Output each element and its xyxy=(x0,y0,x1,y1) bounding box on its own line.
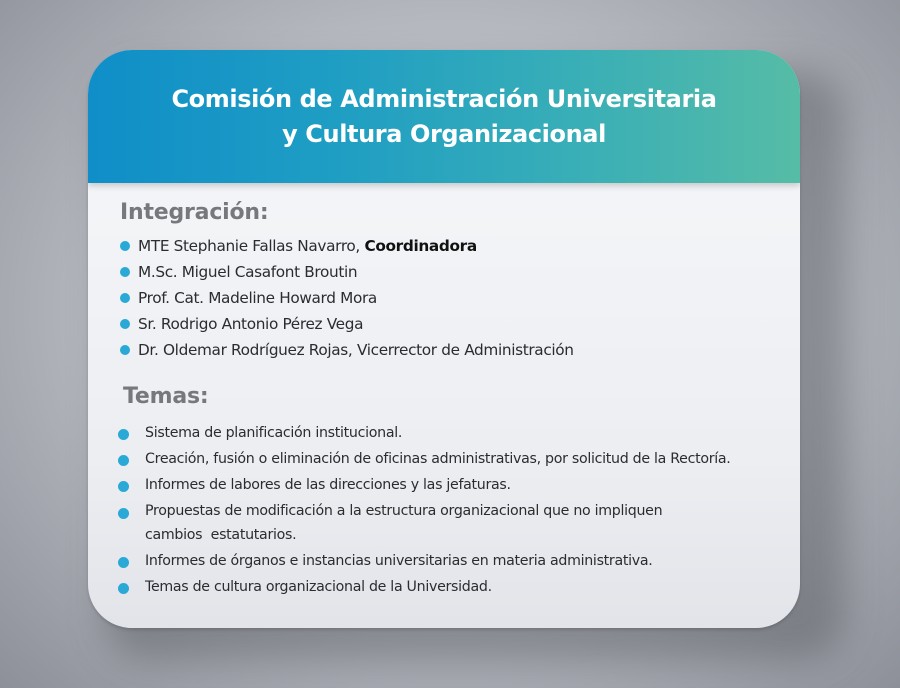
topic-text: Informes de labores de las direcciones y las jefaturas. xyxy=(145,477,511,493)
integracion-heading: Integración: xyxy=(120,200,269,225)
topic-text: Temas de cultura organizacional de la Universidad. xyxy=(145,579,492,595)
temas-heading: Temas: xyxy=(123,384,209,409)
member-item xyxy=(120,233,574,259)
members-list xyxy=(120,233,574,363)
member-item xyxy=(120,337,574,363)
member-name: Prof. Cat. Madeline Howard Mora xyxy=(138,289,377,307)
topic-item xyxy=(118,420,788,446)
topics-list xyxy=(118,420,788,600)
member-name: Dr. Oldemar Rodríguez Rojas, Vicerrector de Administración xyxy=(138,341,574,359)
member-item xyxy=(120,285,574,311)
commission-card xyxy=(88,50,800,628)
bullet-dot-icon xyxy=(120,267,130,277)
member-item xyxy=(120,311,574,337)
card-header xyxy=(88,50,800,183)
member-name: M.Sc. Miguel Casafont Broutin xyxy=(138,263,358,281)
bullet-dot-icon xyxy=(118,455,129,466)
topic-text: Informes de órganos e instancias universitarias en materia administrativa. xyxy=(145,553,653,569)
member-item xyxy=(120,259,574,285)
topic-item xyxy=(118,472,788,498)
topic-item xyxy=(118,548,788,574)
topic-text-line1: Propuestas de modificación a la estructura organizacional que no impliquen xyxy=(145,503,663,519)
member-name: MTE Stephanie Fallas Navarro, xyxy=(138,237,365,255)
bullet-dot-icon xyxy=(120,345,130,355)
bullet-dot-icon xyxy=(118,429,129,440)
bullet-dot-icon xyxy=(120,319,130,329)
bullet-dot-icon xyxy=(118,508,129,519)
topic-text-line2: cambios estatutarios. xyxy=(145,527,297,543)
topic-item xyxy=(118,574,788,600)
topic-item xyxy=(118,446,788,472)
card-title-line2: y Cultura Organizacional xyxy=(282,119,606,148)
member-role: Coordinadora xyxy=(364,237,477,255)
topic-text: Sistema de planificación institucional. xyxy=(145,425,403,441)
bullet-dot-icon xyxy=(118,481,129,492)
bullet-dot-icon xyxy=(118,583,129,594)
topic-item xyxy=(118,498,788,548)
bullet-dot-icon xyxy=(120,293,130,303)
card-title-line1: Comisión de Administración Universitaria xyxy=(171,84,717,113)
member-name: Sr. Rodrigo Antonio Pérez Vega xyxy=(138,315,364,333)
bullet-dot-icon xyxy=(118,557,129,568)
topic-text: Creación, fusión o eliminación de oficinas administrativas, por solicitud de la Rectoría. xyxy=(145,451,731,467)
bullet-dot-icon xyxy=(120,241,130,251)
